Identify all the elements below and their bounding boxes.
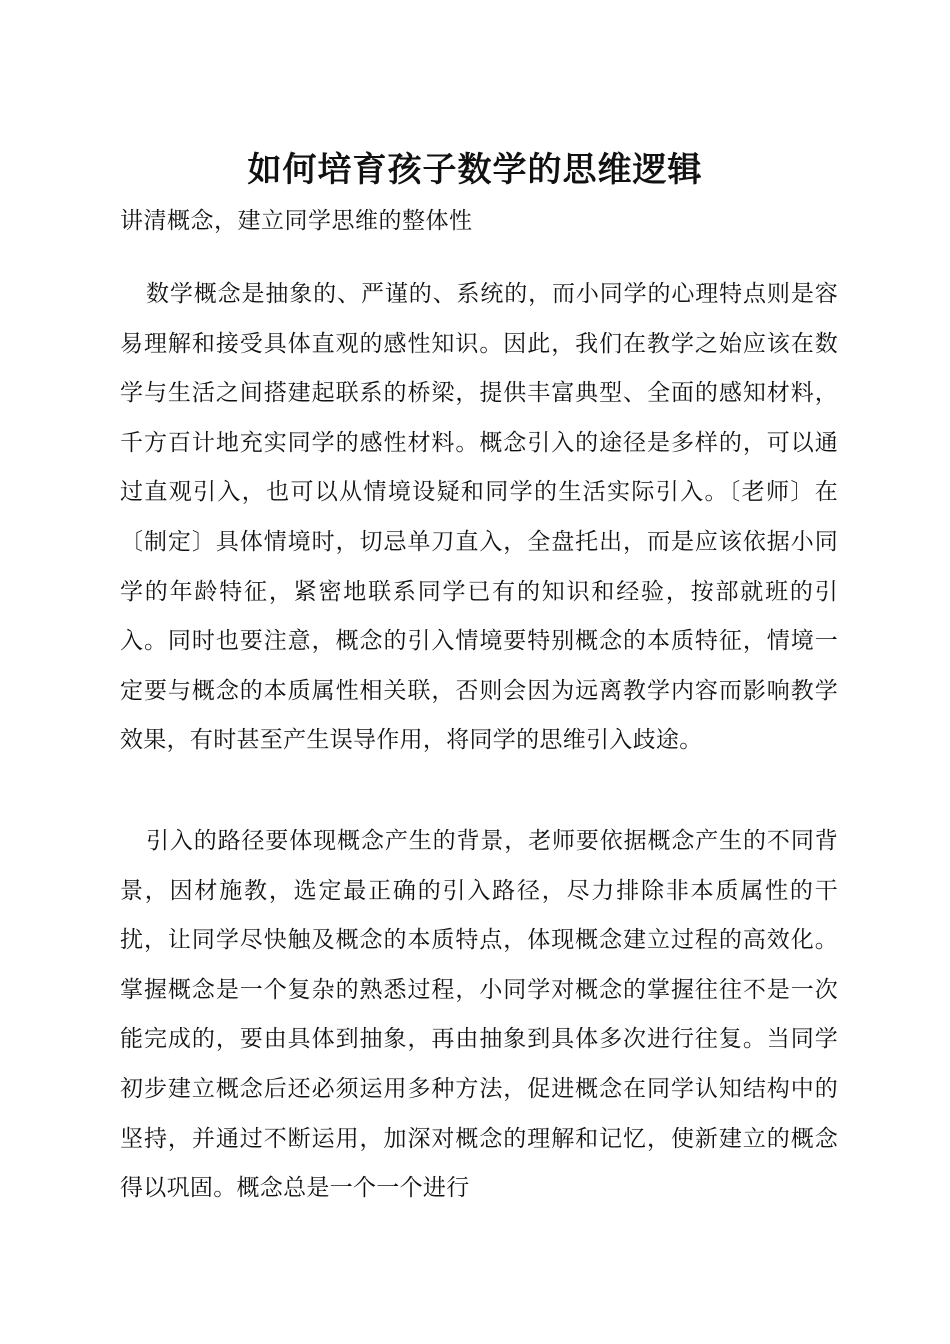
body-paragraph: 引入的路径要体现概念产生的背景，老师要依据概念产生的不同背景，因材施教，选定最正确的引入路径，尽力排除非本质属性的干扰，让同学尽快触及概念的本质特点，体现概念建立过程的高效化。掌握概念是一个复杂的熟悉过程，小同学对概念的掌握往往不是一次能完成的，要由具体到抽象，再由抽象到具体多次进行往复。当同学初步建立概念后还必须运用多种方法，促进概念在同学认知结构中的坚持，并通过不断运用，加深对概念的理解和记忆，使新建立的概念得以巩固。概念总是一个一个进行 — [120, 828, 838, 1202]
section-heading: 讲清概念，建立同学思维的整体性 — [120, 208, 473, 234]
body-paragraph: 数学概念是抽象的、严谨的、系统的，而小同学的心理特点则是容易理解和接受具体直观的感性知识。因此，我们在教学之始应该在数学与生活之间搭建起联系的桥梁，提供丰富典型、全面的感知材料，千方百计地充实同学的感性材料。概念引入的途径是多样的，可以通过直观引入，也可以从情境设疑和同学的生活实际引入。〔老师〕在〔制定〕具体情境时，切忌单刀直入，全盘托出，而是应该依据小同学的年龄特征，紧密地联系同学已有的知识和经验，按部就班的引入。同时也要注意，概念的引入情境要特别概念的本质特征，情境一定要与概念的本质属性相关联，否则会因为远离教学内容而影响教学效果，有时甚至产生误导作用，将同学的思维引入歧途。 — [120, 281, 838, 754]
document-title: 如何培育孩子数学的思维逻辑 — [247, 150, 703, 190]
